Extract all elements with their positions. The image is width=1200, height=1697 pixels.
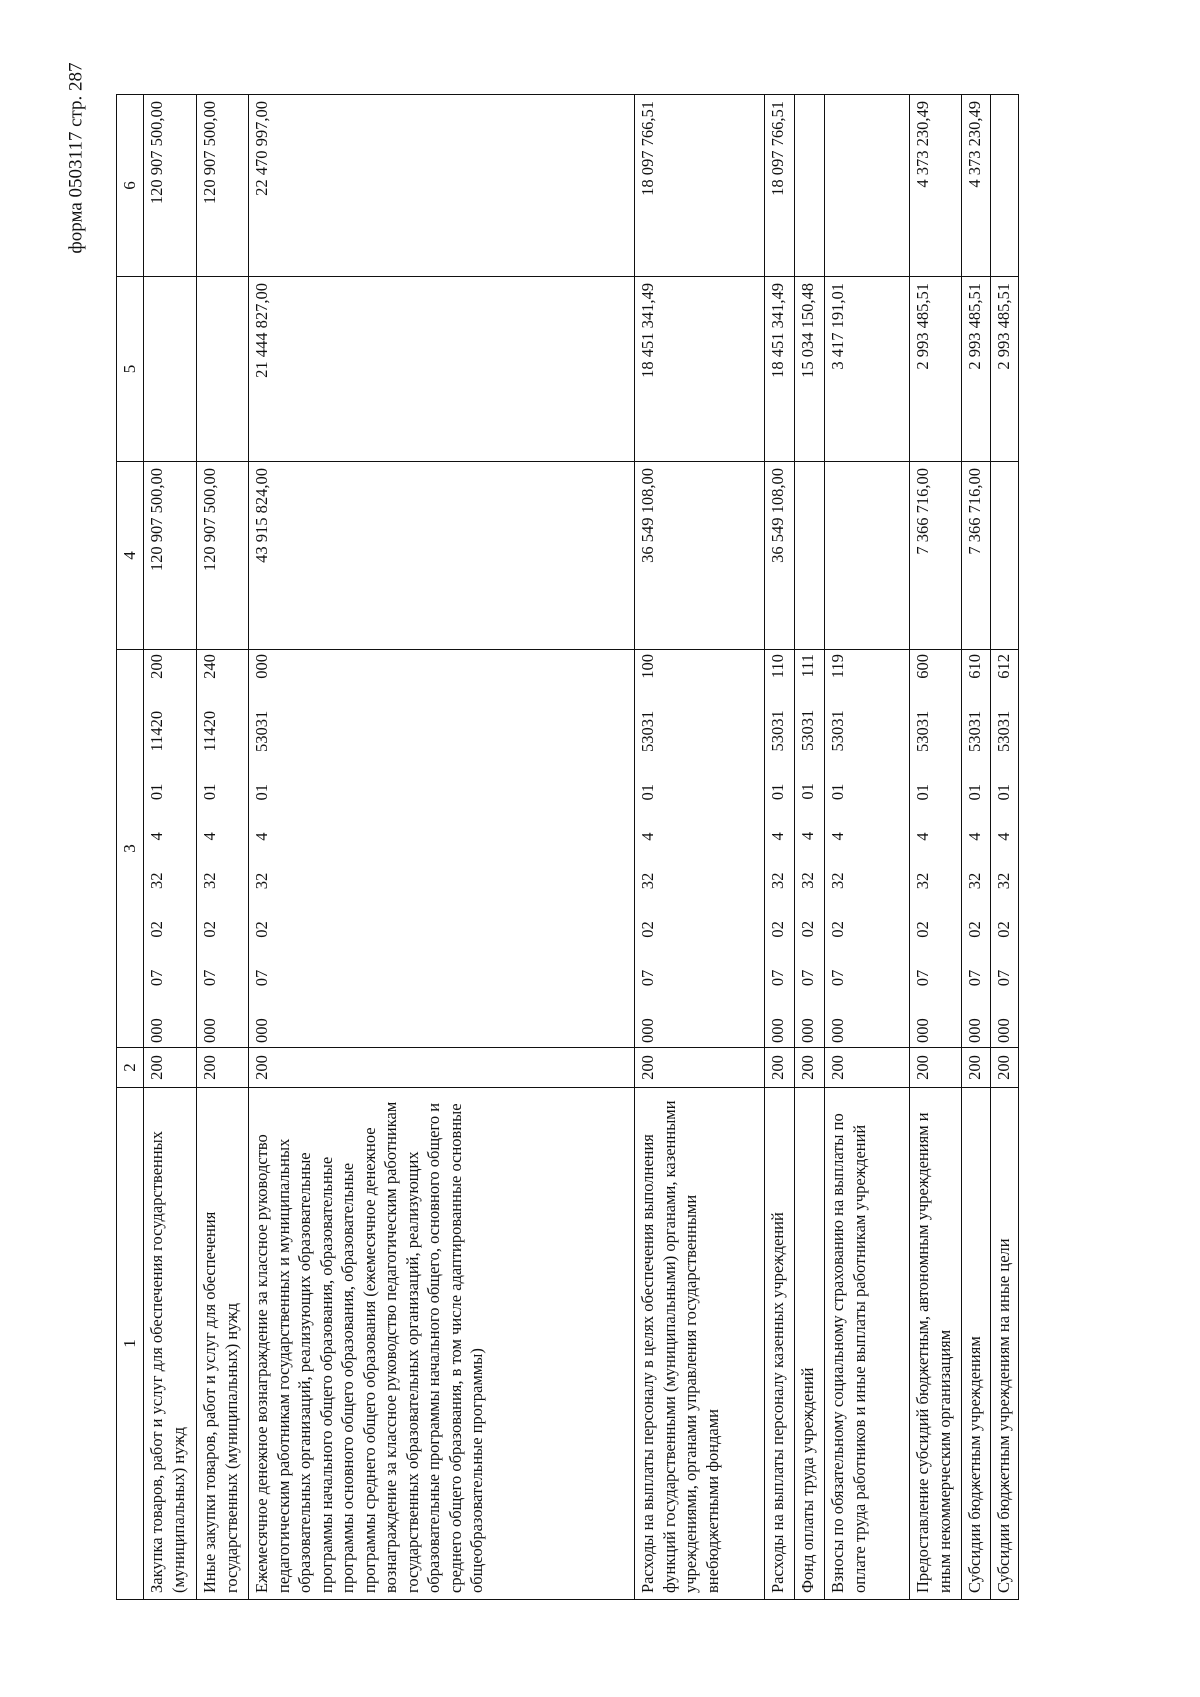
row-not-executed: 4 373 230,49 xyxy=(910,95,962,277)
row-budget-code: 000 07 02 32 4 01 11420 240 xyxy=(197,650,249,1048)
row-executed: 15 034 150,48 xyxy=(795,277,825,462)
row-not-executed: 4 373 230,49 xyxy=(962,95,991,277)
column-header-6: 6 xyxy=(117,95,144,277)
row-budget-code: 000 07 02 32 4 01 53031 612 xyxy=(991,650,1019,1048)
column-header-4: 4 xyxy=(117,462,144,650)
row-line-code: 200 xyxy=(962,1048,991,1088)
expenses-table xyxy=(116,94,1019,1600)
row-not-executed xyxy=(825,95,910,277)
row-not-executed: 18 097 766,51 xyxy=(635,95,765,277)
row-not-executed: 120 907 500,00 xyxy=(144,95,197,277)
row-approved xyxy=(991,462,1019,650)
row-line-code: 200 xyxy=(910,1048,962,1088)
row-line-code: 200 xyxy=(635,1048,765,1088)
row-name: Ежемесячное денежное вознаграждение за классное руководство педагогическим работникам государственных и муниципальных образовательных организаций, реализующих образовательные программы начального общего образования, образовательные программы основного общего образования, образовательные программы среднего общего образования (ежемесячное денежное вознаграждение за классное руководство педагогическим работникам государственных образовательных организаций, реализующих образовательные программы начального общего, основного общего и среднего общего образования, в том числе адаптированные основные общеобразовательные программы) xyxy=(249,1088,635,1600)
table-row xyxy=(910,95,962,1600)
row-executed: 21 444 827,00 xyxy=(249,277,635,462)
row-budget-code: 000 07 02 32 4 01 53031 119 xyxy=(825,650,910,1048)
table-row xyxy=(197,95,249,1600)
table-row xyxy=(795,95,825,1600)
row-approved: 43 915 824,00 xyxy=(249,462,635,650)
row-executed xyxy=(144,277,197,462)
table-row xyxy=(825,95,910,1600)
row-line-code: 200 xyxy=(197,1048,249,1088)
row-line-code: 200 xyxy=(991,1048,1019,1088)
row-approved: 7 366 716,00 xyxy=(962,462,991,650)
row-budget-code: 000 07 02 32 4 01 53031 000 xyxy=(249,650,635,1048)
row-executed: 2 993 485,51 xyxy=(991,277,1019,462)
row-not-executed: 22 470 997,00 xyxy=(249,95,635,277)
row-approved: 36 549 108,00 xyxy=(635,462,765,650)
row-name: Субсидии бюджетным учреждениям на иные цели xyxy=(991,1088,1019,1600)
row-not-executed xyxy=(795,95,825,277)
table-row xyxy=(765,95,795,1600)
row-executed: 2 993 485,51 xyxy=(910,277,962,462)
table-row xyxy=(144,95,197,1600)
column-header-5: 5 xyxy=(117,277,144,462)
header-row xyxy=(117,95,144,1600)
row-approved: 120 907 500,00 xyxy=(197,462,249,650)
form-header xyxy=(53,40,98,275)
row-budget-code: 000 07 02 32 4 01 53031 100 xyxy=(635,650,765,1048)
row-name: Иные закупки товаров, работ и услуг для обеспечения государственных (муниципальных) нужд xyxy=(197,1088,249,1600)
row-approved: 36 549 108,00 xyxy=(765,462,795,650)
row-name: Взносы по обязательному социальному страхованию на выплаты по оплате труда работников и иные выплаты работникам учреждений xyxy=(825,1088,910,1600)
row-executed: 2 993 485,51 xyxy=(962,277,991,462)
row-line-code: 200 xyxy=(765,1048,795,1088)
row-name: Закупка товаров, работ и услуг для обеспечения государственных (муниципальных) нужд xyxy=(144,1088,197,1600)
row-budget-code: 000 07 02 32 4 01 53031 110 xyxy=(765,650,795,1048)
row-budget-code: 000 07 02 32 4 01 53031 610 xyxy=(962,650,991,1048)
rotated-page xyxy=(116,95,1091,1600)
row-name: Расходы на выплаты персоналу в целях обеспечения выполнения функций государственными (муниципальными) органами, казенными учреждениями, органами управления государственными внебюджетными фондами xyxy=(635,1088,765,1600)
row-not-executed: 120 907 500,00 xyxy=(197,95,249,277)
row-line-code: 200 xyxy=(825,1048,910,1088)
row-name: Расходы на выплаты персоналу казенных учреждений xyxy=(765,1088,795,1600)
table-row xyxy=(962,95,991,1600)
row-budget-code: 000 07 02 32 4 01 53031 111 xyxy=(795,650,825,1048)
row-name: Субсидии бюджетным учреждениям xyxy=(962,1088,991,1600)
row-executed xyxy=(197,277,249,462)
row-name: Предоставление субсидий бюджетным, автономным учреждениям и иным некоммерческим организациям xyxy=(910,1088,962,1600)
row-approved: 7 366 716,00 xyxy=(910,462,962,650)
row-approved xyxy=(825,462,910,650)
column-header-3: 3 xyxy=(117,650,144,1048)
row-executed: 18 451 341,49 xyxy=(635,277,765,462)
column-header-1: 1 xyxy=(117,1088,144,1600)
row-not-executed: 18 097 766,51 xyxy=(765,95,795,277)
row-executed: 3 417 191,01 xyxy=(825,277,910,462)
row-line-code: 200 xyxy=(795,1048,825,1088)
column-header-2: 2 xyxy=(117,1048,144,1088)
row-executed: 18 451 341,49 xyxy=(765,277,795,462)
form-number: форма 0503117 стр. 287 xyxy=(64,61,86,254)
row-approved: 120 907 500,00 xyxy=(144,462,197,650)
row-budget-code: 000 07 02 32 4 01 53031 600 xyxy=(910,650,962,1048)
row-budget-code: 000 07 02 32 4 01 11420 200 xyxy=(144,650,197,1048)
row-line-code: 200 xyxy=(249,1048,635,1088)
table-row xyxy=(991,95,1019,1600)
row-approved xyxy=(795,462,825,650)
row-name: Фонд оплаты труда учреждений xyxy=(795,1088,825,1600)
row-not-executed xyxy=(991,95,1019,277)
table-row xyxy=(635,95,765,1600)
table-row xyxy=(249,95,635,1600)
row-line-code: 200 xyxy=(144,1048,197,1088)
